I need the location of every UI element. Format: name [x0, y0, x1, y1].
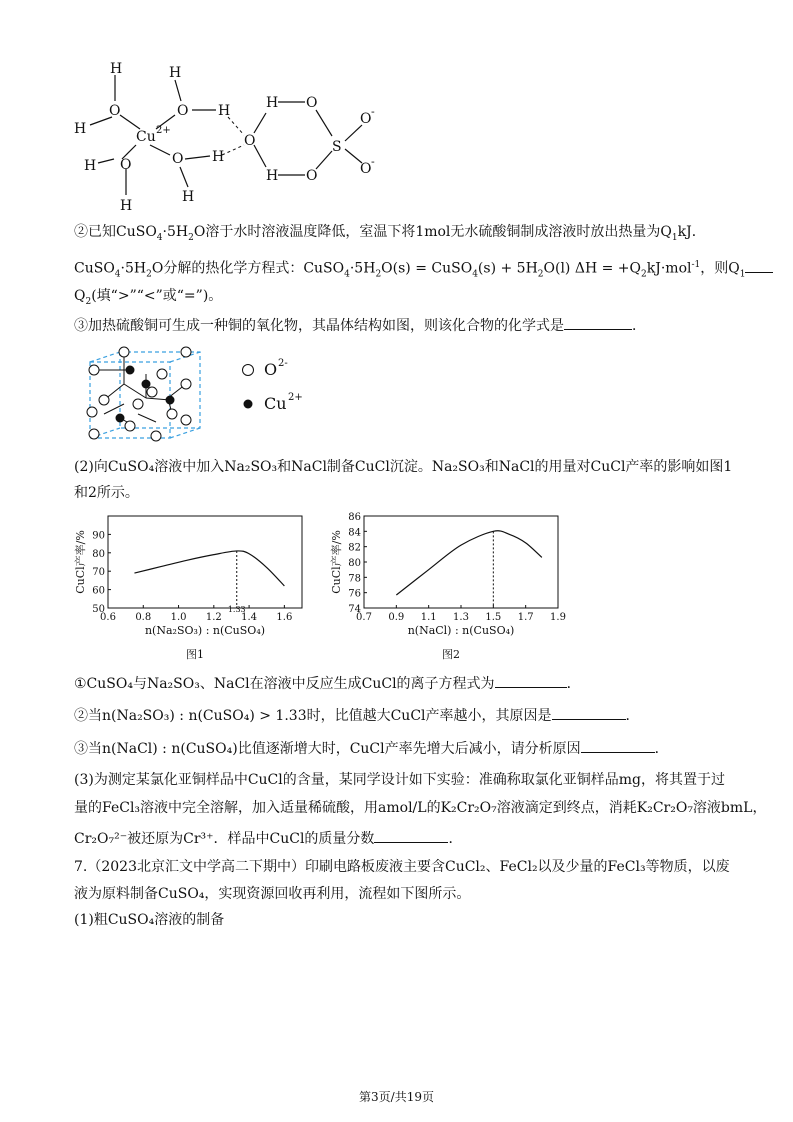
charge-minus: - — [371, 155, 375, 168]
answer-blank[interactable] — [552, 705, 626, 720]
atom-label-h: H — [120, 198, 133, 214]
y-tick-label: 84 — [348, 527, 361, 539]
y-axis-label: CuCl产率/% — [74, 530, 87, 594]
crystal-structure-diagram — [76, 340, 326, 450]
part-2-line-2: 和2所示。 — [74, 485, 139, 501]
x-tick-label: 1.6 — [276, 612, 293, 623]
answer-blank[interactable] — [564, 315, 632, 330]
part-3-line-2: 量的FeCl₃溶液中完全溶解，加入适量稀硫酸，用amol/L的K₂Cr₂O₇溶液滴定到终点，消耗K₂Cr₂O₇溶液bmL， — [74, 800, 767, 816]
atom-label-o: O — [360, 111, 372, 127]
x-tick-label: 1.1 — [420, 612, 437, 623]
legend-label-oxide: O — [264, 360, 278, 379]
y-axis-label: CuCl产率/% — [330, 530, 343, 594]
atom-label-o: O — [120, 157, 132, 173]
y-tick-label: 60 — [92, 585, 105, 597]
sulfur-label: S — [332, 139, 342, 155]
atom-label-h: H — [110, 61, 123, 77]
legend-charge-copper: 2+ — [288, 392, 303, 403]
plot-frame — [364, 516, 558, 608]
y-tick-label: 82 — [348, 542, 361, 554]
charge-minus: - — [371, 105, 375, 118]
y-tick-label: 76 — [348, 588, 361, 600]
copper-ion-legend-marker — [244, 400, 253, 409]
question-7-line-2: 液为原料制备CuSO₄，实现资源回收再利用，流程如下图所示。 — [74, 886, 471, 902]
atom-label-h: H — [169, 65, 182, 81]
question-2-line-2: $CuSO_4\cdot 5H_2O$分解的热化学方程式：$CuSO_4\cdot 5H_2O(s)$ = CuSO$_4$(s) + $5H_2O(l) \Delta H = +Q_2kJ\cdot mol^{-1}$，则$Q_1$ — [74, 255, 773, 284]
question-2-line-3: $Q_2$(填“>”“<”或“=”)。 — [74, 288, 223, 307]
page-number: 第3页/共19页 — [359, 1090, 434, 1104]
y-tick-label: 86 — [348, 512, 361, 523]
legend-charge-oxide: 2- — [278, 358, 288, 369]
y-tick-label: 70 — [92, 567, 105, 579]
oxide-ion-legend-marker — [243, 365, 254, 376]
x-axis-label: n(Na₂SO₃) : n(CuSO₄) — [144, 624, 266, 637]
y-tick-label: 74 — [348, 604, 361, 615]
answer-blank[interactable] — [374, 828, 448, 843]
answer-blank[interactable] — [581, 738, 655, 753]
atom-label-o: O — [177, 103, 189, 119]
question-7-line-3: (1)粗CuSO₄溶液的制备 — [74, 912, 225, 928]
figure-caption: 图1 — [186, 648, 204, 660]
part-3-line-3: Cr₂O₇²⁻被还原为Cr³⁺．样品中CuCl的质量分数 ． — [74, 828, 462, 849]
atom-label-h: H — [212, 149, 225, 165]
y-tick-label: 50 — [92, 604, 105, 615]
question-3: ③加热硫酸铜可生成一种铜的氧化物，其晶体结构如图，则该化合物的化学式是 ． — [74, 315, 646, 336]
part-3-line-1: (3)为测定某氯化亚铜样品中CuCl的含量，某同学设计如下实验：准确称取氯化亚铜样品mg，将其置于过 — [74, 772, 725, 788]
atom-label-o: O — [109, 103, 121, 119]
atom-label-h: H — [74, 121, 87, 137]
chart-figure-1 — [74, 510, 314, 660]
x-tick-label: 0.8 — [135, 612, 152, 623]
atom-label-h: H — [266, 168, 279, 184]
atom-label-o: O — [244, 133, 256, 149]
atom-label-h: H — [266, 95, 279, 111]
series-line — [396, 531, 542, 595]
atom-label-o: O — [360, 161, 372, 177]
plot-frame — [108, 516, 302, 608]
part-2-line-1: (2)向CuSO₄溶液中加入Na₂SO₃和NaCl制备CuCl沉淀。Na₂SO₃和NaCl的用量对CuCl产率的影响如图1 — [74, 459, 733, 475]
chart-figure-2 — [330, 510, 570, 660]
hydrated-copper-sulfate-structure — [60, 55, 400, 215]
answer-blank[interactable] — [745, 258, 773, 273]
peak-annotation: 1.33 — [227, 605, 246, 614]
copper-charge: 2+ — [156, 125, 171, 136]
x-tick-label: 0.7 — [356, 612, 372, 623]
sub-question-1: ①CuSO₄与Na₂SO₃、NaCl在溶液中反应生成CuCl的离子方程式为 ． — [74, 673, 581, 694]
atom-label-o: O — [172, 151, 184, 167]
x-tick-label: 1.2 — [205, 612, 222, 623]
x-tick-label: 1.4 — [241, 612, 258, 623]
x-tick-label: 0.9 — [388, 612, 405, 623]
sub-question-3: ③当n(NaCl) : n(CuSO₄)比值逐渐增大时，CuCl产率先增大后减小，请分析原因 ． — [74, 738, 669, 759]
question-2-line-1: ②已知$CuSO_4\cdot 5H_2O$溶于水时溶液温度降低，室温下将1mol无水硫酸铜制成溶液时放出热量为$Q_1kJ$． — [74, 224, 706, 243]
legend-label-copper: Cu — [264, 394, 287, 413]
sub-question-2: ②当n(Na₂SO₃) : n(CuSO₄) > 1.33时，比值越大CuCl产率越小，其原因是 ． — [74, 705, 640, 726]
y-tick-label: 90 — [92, 530, 105, 542]
x-tick-label: 1.7 — [517, 612, 534, 623]
y-tick-label: 80 — [92, 548, 105, 560]
x-tick-label: 1.3 — [453, 612, 469, 623]
figure-caption: 图2 — [442, 648, 460, 660]
x-tick-label: 1.0 — [170, 612, 187, 623]
copper-label: Cu — [136, 129, 156, 145]
y-tick-label: 80 — [348, 558, 361, 569]
atom-label-h: H — [84, 158, 97, 174]
y-tick-label: 78 — [348, 573, 361, 585]
answer-blank[interactable] — [495, 673, 567, 688]
series-line — [134, 551, 284, 586]
x-tick-label: 1.9 — [550, 612, 566, 623]
atom-label-h: H — [182, 189, 195, 205]
x-axis-label: n(NaCl) : n(CuSO₄) — [407, 624, 515, 637]
x-tick-label: 0.6 — [100, 612, 116, 623]
x-tick-label: 1.5 — [485, 612, 502, 623]
atom-label-o: O — [306, 168, 318, 184]
atom-label-h: H — [218, 103, 231, 119]
question-7-line-1: 7.（2023北京汇文中学高二下期中）印刷电路板废液主要含CuCl₂、FeCl₂以及少量的FeCl₃等物质，以废 — [74, 859, 730, 875]
atom-label-o: O — [306, 95, 318, 111]
